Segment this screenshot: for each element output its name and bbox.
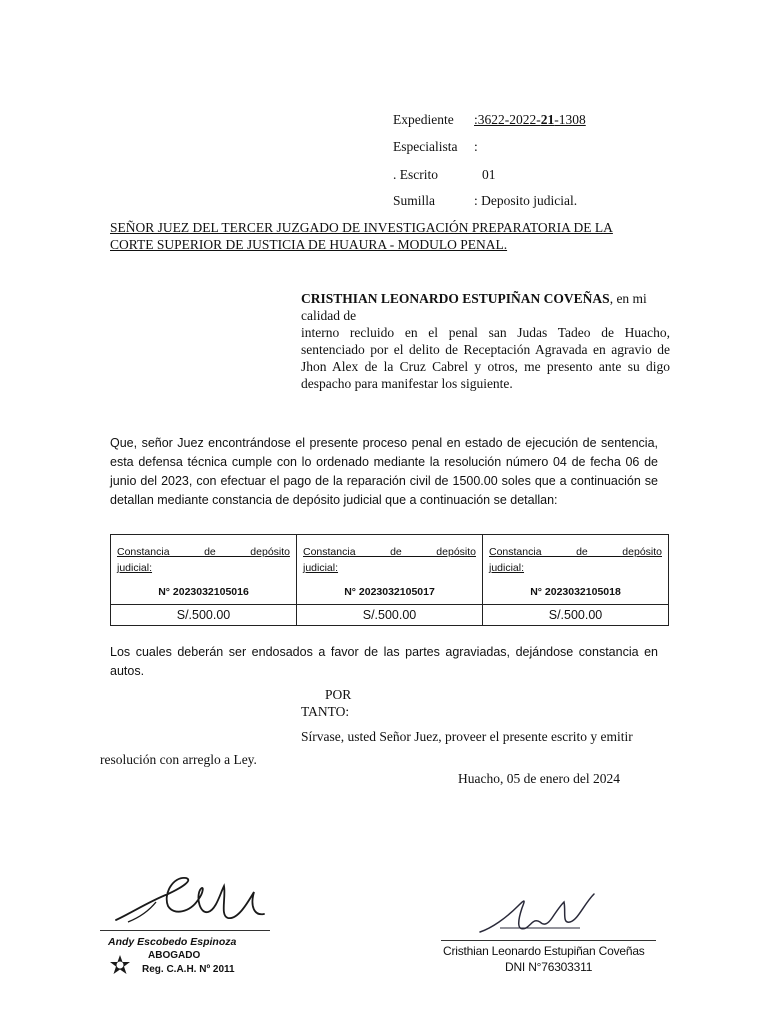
lawyer-title: ABOGADO — [148, 950, 201, 961]
place-date: Huacho, 05 de enero del 2024 — [458, 771, 620, 786]
deposit-label: Constancia de depósito — [303, 546, 476, 558]
intro-after-name: , en mi calidad de — [301, 291, 647, 323]
escrito-label: . Escrito — [393, 167, 438, 182]
deposit-number: N° 2023032105016 — [158, 586, 249, 598]
especialista-label: Especialista — [393, 139, 458, 154]
deposit-label-2: judicial: — [489, 562, 525, 574]
especialista-value: : — [474, 139, 478, 154]
deposit-cell — [297, 535, 483, 605]
escrito-value: 01 — [482, 167, 496, 182]
sumilla-value: : Deposito judicial. — [474, 193, 578, 208]
request-line1: Sírvase, usted Señor Juez, proveer el presente escrito y emitir — [301, 729, 633, 744]
deposits-row-amounts — [111, 605, 669, 626]
deposit-number: N° 2023032105018 — [530, 586, 621, 598]
deposit-label-2: judicial: — [117, 562, 153, 574]
deposit-amount: S/.500.00 — [297, 605, 483, 626]
court-heading-line2: CORTE SUPERIOR DE JUSTICIA DE HUAURA - MODULO PENAL. — [110, 237, 508, 252]
expediente-label: Expediente — [393, 112, 454, 127]
deposit-label: Constancia de depósito — [117, 546, 290, 558]
expediente-value: :3622-2022-21-1308 — [474, 112, 586, 127]
client-dni: DNI N°76303311 — [505, 960, 593, 974]
deposit-label-2: judicial: — [303, 562, 339, 574]
lawyer-name: Andy Escobedo Espinoza — [108, 936, 237, 948]
client-signature-scribble — [470, 888, 610, 946]
bar-seal-icon — [108, 954, 132, 978]
sumilla-label: Sumilla — [393, 193, 436, 208]
por-label: POR — [325, 687, 352, 702]
intro-body: interno recluido en el penal san Judas Tadeo de Huacho, sentenciado por el delito de Receptación Agravada en agravio de Jhon Alex de la Cruz Cabrel y otros, me presento ante su digo despacho para manifestar los siguiente. — [301, 325, 670, 391]
deposits-table — [110, 534, 669, 626]
client-name: CRISTHIAN LEONARDO ESTUPIÑAN COVEÑAS — [301, 291, 610, 306]
tanto-label: TANTO: — [301, 704, 350, 719]
court-heading-line1: SEÑOR JUEZ DEL TERCER JUZGADO DE INVESTIGACIÓN PREPARATORIA DE LA — [110, 220, 613, 235]
deposit-amount: S/.500.00 — [483, 605, 669, 626]
request-line2: resolución con arreglo a Ley. — [100, 752, 257, 767]
deposit-amount: S/.500.00 — [111, 605, 297, 626]
endorse-paragraph: Los cuales deberán ser endosados a favor de las partes agraviadas, dejándose constancia en autos. — [110, 645, 658, 678]
deposit-number: N° 2023032105017 — [344, 586, 435, 598]
main-paragraph: Que, señor Juez encontrándose el presente proceso penal en estado de ejecución de sentencia, esta defensa técnica cumple con lo ordenado mediante la resolución número 04 de fecha 06 de junio del 2023, con efectuar el pago de la reparación civil de 1500.00 soles que a continuación se detallan mediante constancia de depósito judicial que a continuación se detallan: — [110, 436, 658, 507]
client-signature-line — [441, 940, 656, 941]
deposits-row-labels — [111, 535, 669, 605]
client-name-signature: Cristhian Leonardo Estupiñan Coveñas — [443, 944, 645, 958]
intro-block — [301, 290, 670, 392]
lawyer-reg: Reg. C.A.H. Nº 2011 — [142, 964, 235, 975]
lawyer-signature-line — [100, 930, 270, 931]
deposit-cell — [111, 535, 297, 605]
deposit-cell — [483, 535, 669, 605]
court-heading — [110, 219, 670, 253]
deposit-label: Constancia de depósito — [489, 546, 662, 558]
lawyer-signature-scribble — [108, 872, 288, 932]
